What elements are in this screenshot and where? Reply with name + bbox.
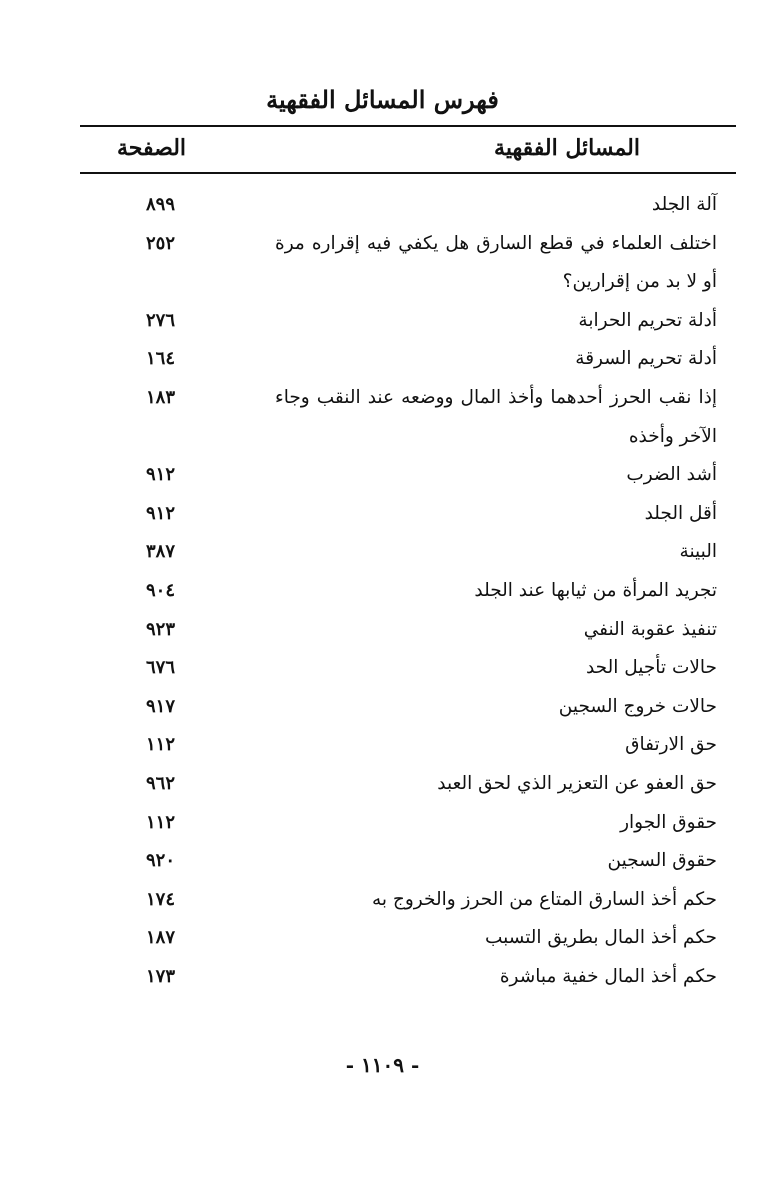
entry-page-number: ١١٢ [146, 811, 176, 833]
entry-text: حالات خروج السجين [558, 695, 717, 717]
entry-text: أدلة تحريم السرقة [575, 348, 717, 370]
entry-text: حالات تأجيل الحد [585, 657, 717, 679]
entry-page-number: ١١٢ [146, 734, 176, 756]
index-entry [0, 842, 765, 881]
index-entry [0, 302, 765, 341]
entry-page-number: ١٨٧ [146, 927, 176, 949]
entry-text: أقل الجلد [644, 502, 717, 524]
index-entry [0, 881, 765, 920]
index-entry [0, 649, 765, 688]
entry-text: حق الارتفاق [625, 734, 717, 756]
index-entries-list [0, 186, 765, 996]
entry-page-number: ٩٠٤ [146, 579, 176, 601]
index-entry [0, 340, 765, 379]
entry-page-number: ٩٢٠ [146, 850, 176, 872]
entry-page-number: ١٨٣ [146, 386, 176, 408]
entry-text: تجريد المرأة من ثيابها عند الجلد [474, 579, 717, 601]
page-number: - ١١٠٩ - [345, 1053, 420, 1077]
entry-text: حكم أخذ المال خفية مباشرة [499, 965, 717, 987]
entry-page-number: ٦٧٦ [146, 657, 176, 679]
entry-page-number: ٣٨٧ [146, 541, 176, 563]
index-entry [0, 533, 765, 572]
entry-page-number: ٩١٢ [146, 464, 176, 486]
header-top-rule [80, 125, 736, 127]
header-bottom-rule [80, 172, 736, 174]
index-entry [0, 958, 765, 997]
entry-text: تنفيذ عقوبة النفي [583, 618, 717, 640]
entry-page-number: ٢٧٦ [146, 309, 176, 331]
entry-text: إذا نقب الحرز أحدهما وأخذ المال ووضعه عند النقب وجاء الآخر وأخذه [275, 386, 717, 447]
index-entry [0, 495, 765, 534]
index-entry [0, 379, 765, 456]
entry-text: حقوق السجين [607, 850, 717, 872]
entry-text: البينة [679, 541, 717, 563]
entry-text: حكم أخذ المال بطريق التسبب [484, 927, 717, 949]
index-entry [0, 572, 765, 611]
entry-page-number: ٩١٢ [146, 502, 176, 524]
entry-text: حق العفو عن التعزير الذي لحق العبد [437, 772, 717, 794]
entry-text: أدلة تحريم الحرابة [578, 309, 717, 331]
column-header-page: الصفحة [117, 135, 187, 161]
index-entry [0, 611, 765, 650]
index-entry [0, 225, 765, 302]
index-entry [0, 804, 765, 843]
entry-text: أشد الضرب [626, 464, 717, 486]
entry-page-number: ٩١٧ [146, 695, 176, 717]
entry-text: حكم أخذ السارق المتاع من الحرز والخروج به [371, 888, 717, 910]
index-entry [0, 919, 765, 958]
index-entry [0, 765, 765, 804]
page-title: فهرس المسائل الفقهية [266, 85, 499, 114]
entry-page-number: ٨٩٩ [146, 194, 176, 215]
entry-page-number: ١٦٤ [146, 348, 176, 370]
entry-page-number: ٢٥٢ [146, 232, 176, 254]
entry-text: آلة الجلد [651, 194, 717, 215]
entry-page-number: ١٧٤ [146, 888, 176, 910]
index-entry [0, 186, 765, 225]
index-entry [0, 456, 765, 495]
entry-page-number: ٩٢٣ [146, 618, 176, 640]
index-entry [0, 688, 765, 727]
entry-text: اختلف العلماء في قطع السارق هل يكفي فيه إقراره مرة أو لا بد من إقرارين؟ [275, 232, 717, 293]
entry-text: حقوق الجوار [620, 811, 717, 833]
entry-page-number: ١٧٣ [146, 965, 176, 987]
entry-page-number: ٩٦٢ [146, 772, 176, 794]
index-entry [0, 726, 765, 765]
column-header-issues: المسائل الفقهية [494, 135, 640, 161]
